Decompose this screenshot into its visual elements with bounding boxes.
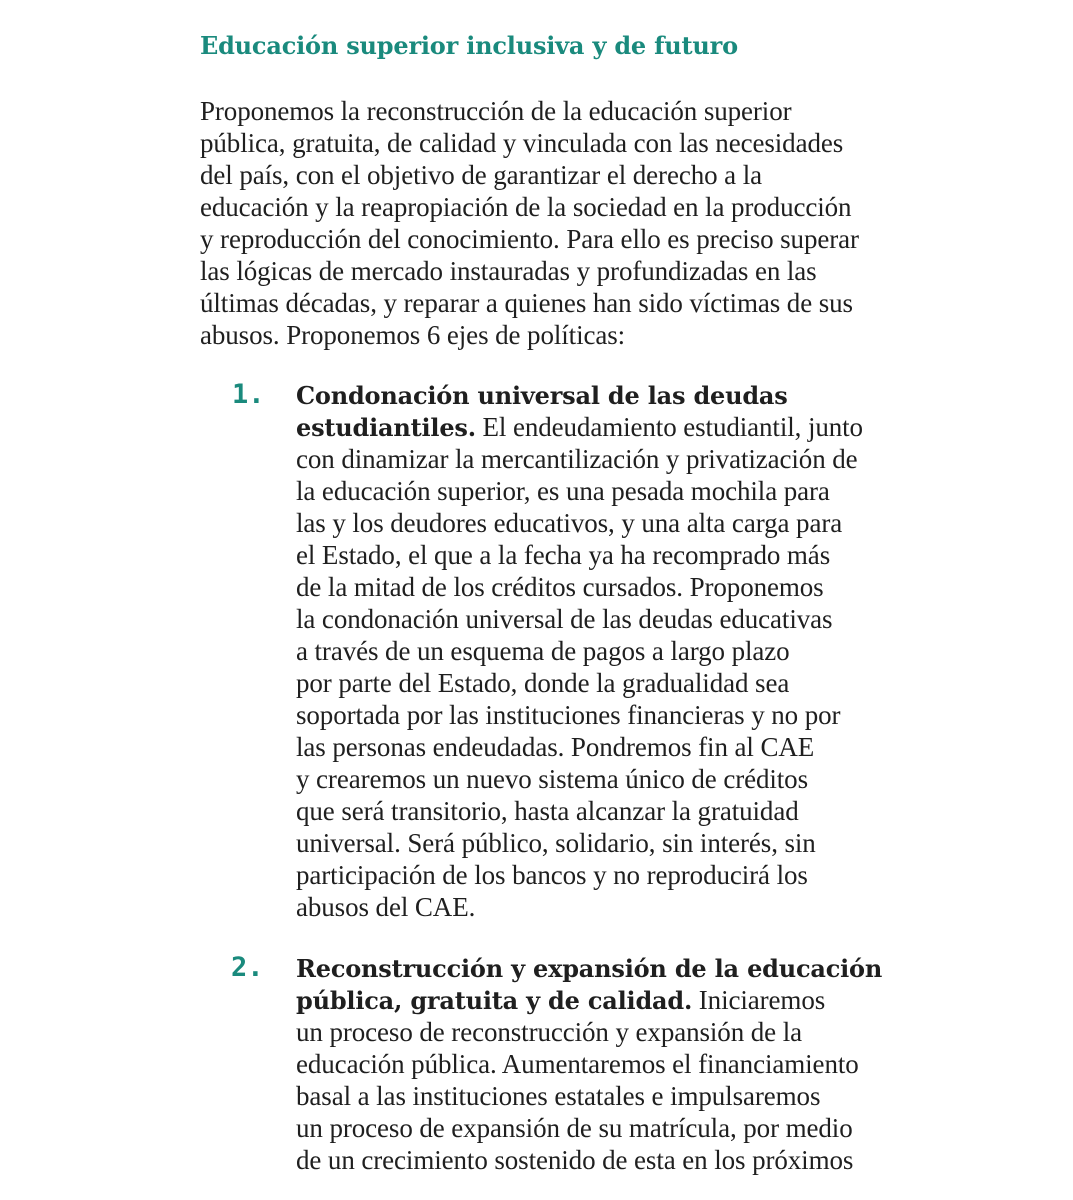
item-line: un proceso de reconstrucción y expansión de la [296,1017,802,1047]
intro-line: últimas décadas, y reparar a quienes han sido víctimas de sus [200,288,853,318]
item-line: que será transitorio, hasta alcanzar la gratuidad [296,796,799,826]
item-line: con dinamizar la mercantilización y privatización de [296,444,858,474]
item-title: pública, gratuita y de calidad. [296,986,693,1015]
item-line: soportada por las instituciones financieras y no por [296,700,841,730]
intro-line: y reproducción del conocimiento. Para ello es preciso superar [200,224,859,254]
item-line: educación pública. Aumentaremos el financiamiento [296,1049,859,1079]
item-line: el Estado, el que a la fecha ya ha recomprado más [296,540,831,570]
item-title: estudiantiles. [296,413,476,442]
item-line: un proceso de expansión de su matrícula, por medio [296,1113,853,1143]
item-line: la educación superior, es una pesada mochila para [296,476,830,506]
item-line: participación de los bancos y no reproducirá los [296,860,808,890]
item-line: la condonación universal de las deudas educativas [296,604,833,634]
intro-line: Proponemos la reconstrucción de la educación superior [200,96,792,126]
intro-line: abusos. Proponemos 6 ejes de políticas: [200,320,626,350]
item-line: abusos del CAE. [296,892,476,922]
list-item-number: 1. [232,379,265,410]
intro-line: las lógicas de mercado instauradas y profundizadas en las [200,256,817,286]
list-item [296,379,863,923]
item-title: Reconstrucción y expansión de la educación [296,954,883,983]
item-line: por parte del Estado, donde la gradualidad sea [296,668,790,698]
item-line: universal. Será público, solidario, sin interés, sin [296,828,816,858]
item-line: de la mitad de los créditos cursados. Proponemos [296,572,824,602]
section-heading: Educación superior inclusiva y de futuro [200,31,738,60]
item-line: de un crecimiento sostenido de esta en los próximos [296,1145,854,1175]
intro-line: pública, gratuita, de calidad y vinculada con las necesidades [200,128,844,158]
item-title: Condonación universal de las deudas [296,381,788,410]
intro-line: educación y la reapropiación de la sociedad en la producción [200,192,852,222]
item-line: las personas endeudadas. Pondremos fin al CAE [296,732,815,762]
item-text: El endeudamiento estudiantil, junto [475,412,863,442]
item-text: Iniciaremos [692,985,826,1015]
list-item-number: 2. [231,952,264,983]
item-line: las y los deudores educativos, y una alta carga para [296,508,843,538]
item-line: y crearemos un nuevo sistema único de créditos [296,764,808,794]
intro-line: del país, con el objetivo de garantizar el derecho a la [200,160,762,190]
item-line: a través de un esquema de pagos a largo plazo [296,636,790,666]
intro-paragraph [200,95,859,351]
item-line: basal a las instituciones estatales e impulsaremos [296,1081,821,1111]
list-item [296,952,882,1176]
